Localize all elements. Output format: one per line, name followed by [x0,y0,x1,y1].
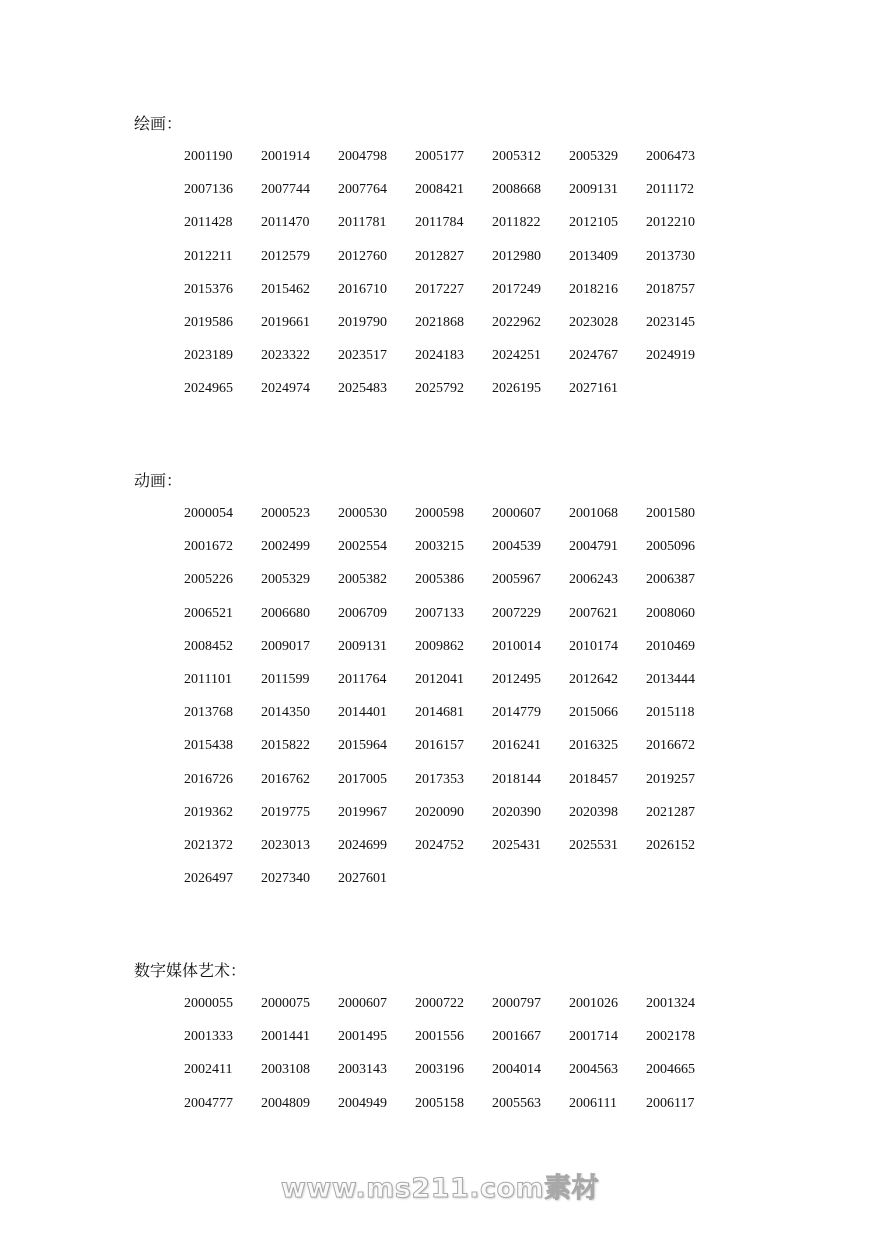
student-id: 2011101 [184,671,232,687]
student-id: 2018216 [569,281,618,297]
student-id: 2010174 [569,638,618,654]
student-id: 2000523 [261,506,310,521]
student-id: 2013409 [569,248,618,264]
student-id: 2016157 [415,738,464,754]
student-id: 2009017 [261,638,310,654]
student-id: 2017227 [415,281,464,297]
student-id: 2014681 [415,705,464,721]
student-id: 2012211 [184,248,233,264]
student-id: 2002554 [338,539,387,555]
student-id: 2020390 [492,804,541,820]
student-id: 2011781 [338,215,387,231]
student-id: 2026152 [646,837,695,853]
student-id: 2007229 [492,605,541,621]
student-id: 2024919 [646,348,695,364]
id-grid-digital-media-art [184,995,723,1128]
student-id: 2007744 [261,182,310,198]
student-id: 2021372 [184,837,233,853]
student-id: 2023517 [338,348,387,364]
student-id: 2023322 [261,348,310,364]
student-id: 2024965 [184,381,233,397]
student-id: 2012105 [569,215,618,231]
student-id: 2016762 [261,771,310,787]
student-id: 2004665 [646,1062,695,1078]
student-id: 2009131 [338,638,387,654]
student-id: 2017249 [492,281,541,297]
student-id: 2018144 [492,771,541,787]
student-id: 2009131 [569,182,618,198]
student-id: 2005329 [261,572,310,588]
student-id: 2010469 [646,638,695,654]
student-id: 2007621 [569,605,618,621]
student-id: 2003108 [261,1062,310,1078]
student-id: 2019775 [261,804,310,820]
student-id: 2025483 [338,381,387,397]
student-id: 2006473 [646,149,695,164]
student-id: 2006709 [338,605,387,621]
student-id: 2005967 [492,572,541,588]
student-id: 2001026 [569,996,618,1011]
student-id: 2019790 [338,314,387,330]
student-id: 2011764 [338,671,387,687]
student-id: 2012210 [646,215,695,231]
student-id: 2024251 [492,348,541,364]
student-id: 2014401 [338,705,387,721]
student-id: 2008668 [492,182,541,198]
student-id: 2016241 [492,738,541,754]
student-id: 2022962 [492,314,541,330]
student-id: 2011784 [415,215,464,231]
student-id: 2012041 [415,671,464,687]
student-id: 2000607 [492,506,541,521]
student-id: 2016325 [569,738,618,754]
student-id: 2026195 [492,381,541,397]
section-title-digital-media-art: 数字媒体艺术： [134,963,247,980]
student-id: 2001324 [646,996,695,1011]
student-id: 2000054 [184,506,233,521]
student-id: 2008060 [646,605,695,621]
student-id: 2012827 [415,248,464,264]
student-id: 2004777 [184,1095,233,1111]
student-id: 2012980 [492,248,541,264]
student-id: 2001190 [184,149,233,164]
student-id: 2027161 [569,381,618,397]
student-id: 2006521 [184,605,233,621]
student-id: 2023013 [261,837,310,853]
student-id: 2023145 [646,314,695,330]
student-id: 2015118 [646,705,695,721]
student-id: 2019586 [184,314,233,330]
student-id: 2001068 [569,506,618,521]
student-id: 2015376 [184,281,233,297]
student-id: 2004791 [569,539,618,555]
student-id: 2018757 [646,281,695,297]
student-id: 2023028 [569,314,618,330]
student-id: 2004014 [492,1062,541,1078]
student-id: 2000075 [261,996,310,1011]
student-id: 2012495 [492,671,541,687]
student-id: 2002178 [646,1029,695,1045]
student-id: 2002411 [184,1062,233,1078]
student-id: 2004563 [569,1062,618,1078]
student-id: 2007764 [338,182,387,198]
student-id: 2004949 [338,1095,387,1111]
section-title-animation: 动画： [134,473,183,490]
student-id: 2011428 [184,215,233,231]
watermark: www.ms211.com素材 [280,1173,600,1204]
student-id: 2001333 [184,1029,233,1045]
student-id: 2013768 [184,705,233,721]
student-id: 2007133 [415,605,464,621]
student-id: 2012642 [569,671,618,687]
student-id: 2024767 [569,348,618,364]
student-id: 2027340 [261,871,310,887]
student-id: 2025792 [415,381,464,397]
student-id: 2011470 [261,215,310,231]
student-id: 2006117 [646,1095,695,1111]
student-id: 2018457 [569,771,618,787]
student-id: 2020090 [415,804,464,820]
student-id: 2010014 [492,638,541,654]
student-id: 2016672 [646,738,695,754]
student-id: 2000530 [338,506,387,521]
student-id: 2007136 [184,182,233,198]
student-id: 2005226 [184,572,233,588]
student-id: 2003143 [338,1062,387,1078]
student-id: 2000598 [415,506,464,521]
student-id: 2014779 [492,705,541,721]
student-id: 2015462 [261,281,310,297]
student-id: 2004798 [338,149,387,164]
student-id: 2016710 [338,281,387,297]
student-id: 2001667 [492,1029,541,1045]
student-id: 2024752 [415,837,464,853]
student-id: 2011172 [646,182,694,198]
student-id: 2001556 [415,1029,464,1045]
student-id: 2002499 [261,539,310,555]
student-id: 2024183 [415,348,464,364]
student-id: 2019661 [261,314,310,330]
student-id: 2027601 [338,871,387,887]
student-id: 2004809 [261,1095,310,1111]
student-id: 2019362 [184,804,233,820]
student-id: 2015964 [338,738,387,754]
student-id: 2019967 [338,804,387,820]
student-id: 2005382 [338,572,387,588]
id-grid-animation [184,505,723,903]
student-id: 2023189 [184,348,233,364]
student-id: 2005312 [492,149,541,164]
student-id: 2005158 [415,1095,464,1111]
student-id: 2005177 [415,149,464,164]
student-id: 2012760 [338,248,387,264]
student-id: 2020398 [569,804,618,820]
student-id: 2003196 [415,1062,464,1078]
student-id: 2015066 [569,705,618,721]
student-id: 2000055 [184,996,233,1011]
id-grid-painting [184,148,723,414]
student-id: 2005329 [569,149,618,164]
student-id: 2024699 [338,837,387,853]
student-id: 2017005 [338,771,387,787]
student-id: 2013444 [646,671,695,687]
student-id: 2006680 [261,605,310,621]
student-id: 2009862 [415,638,464,654]
student-id: 2006387 [646,572,695,588]
student-id: 2025531 [569,837,618,853]
student-id: 2013730 [646,248,695,264]
student-id: 2005096 [646,539,695,555]
student-id: 2000607 [338,996,387,1011]
student-id: 2015438 [184,738,233,754]
student-id: 2006111 [569,1095,617,1111]
student-id: 2001672 [184,539,233,555]
student-id: 2011822 [492,215,541,231]
student-id: 2015822 [261,738,310,754]
student-id: 2003215 [415,539,464,555]
student-id: 2017353 [415,771,464,787]
student-id: 2026497 [184,871,233,887]
student-id: 2014350 [261,705,310,721]
student-id: 2008421 [415,182,464,198]
student-id: 2011599 [261,671,310,687]
student-id: 2016726 [184,771,233,787]
student-id: 2025431 [492,837,541,853]
student-id: 2005386 [415,572,464,588]
section-title-painting: 绘画： [134,116,183,133]
student-id: 2004539 [492,539,541,555]
student-id: 2001714 [569,1029,618,1045]
student-id: 2012579 [261,248,310,264]
student-id: 2000722 [415,996,464,1011]
student-id: 2001495 [338,1029,387,1045]
student-id: 2005563 [492,1095,541,1111]
student-id: 2001914 [261,149,310,164]
student-id: 2000797 [492,996,541,1011]
student-id: 2021287 [646,804,695,820]
student-id: 2019257 [646,771,695,787]
student-id: 2001441 [261,1029,310,1045]
student-id: 2021868 [415,314,464,330]
student-id: 2006243 [569,572,618,588]
student-id: 2008452 [184,638,233,654]
student-id: 2024974 [261,381,310,397]
student-id: 2001580 [646,506,695,521]
